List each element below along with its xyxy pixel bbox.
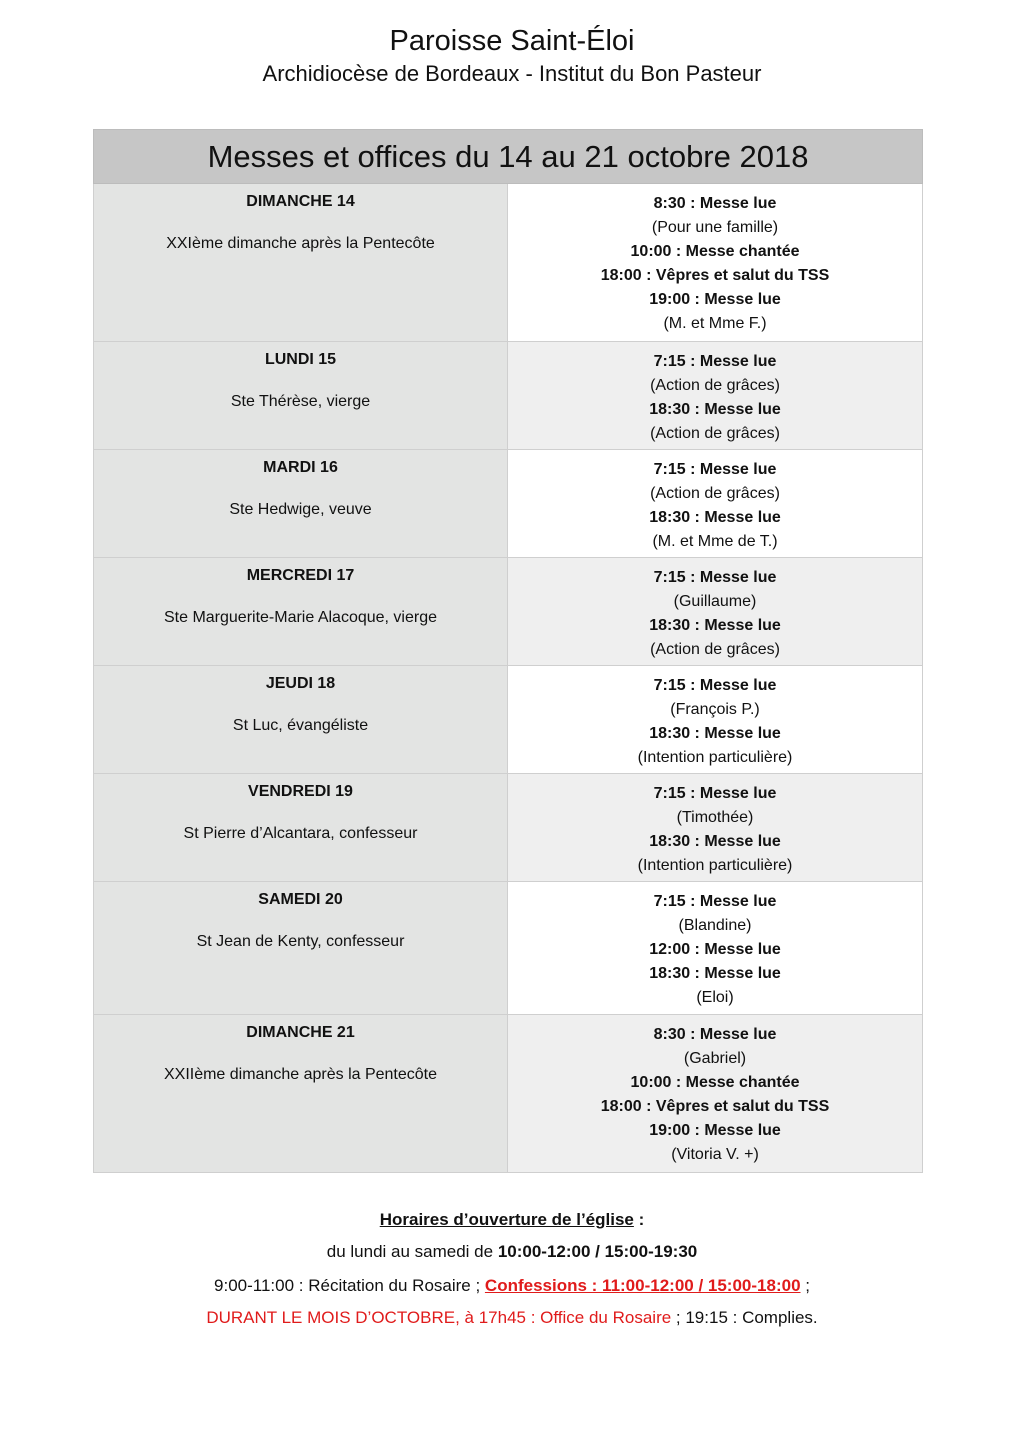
footer — [0, 1207, 1024, 1331]
mass-intention: (Intention particulière) — [637, 857, 793, 874]
mass-time: 18:30 : Messe lue — [649, 509, 781, 526]
mass-time: 7:15 : Messe lue — [653, 893, 777, 910]
masses-cell — [508, 450, 923, 558]
mass-intention: (Timothée) — [676, 809, 754, 826]
confessions-text: Confessions : 11:00-12:00 / 15:00-18:00 — [484, 1276, 801, 1295]
october-rosary-office: DURANT LE MOIS D’OCTOBRE, à 17h45 : Office du Rosaire — [206, 1308, 672, 1327]
masses-list — [508, 782, 922, 878]
mass-time: 18:30 : Messe lue — [649, 725, 781, 742]
masses-cell — [508, 184, 923, 342]
day-cell — [94, 342, 508, 450]
mass-intention: (Vitoria V. +) — [671, 1146, 759, 1163]
schedule-row — [94, 1015, 923, 1173]
feast-label: St Jean de Kenty, confesseur — [196, 933, 405, 950]
mass-time: 19:00 : Messe lue — [649, 1122, 781, 1139]
mass-time: 18:00 : Vêpres et salut du TSS — [600, 1098, 830, 1115]
parish-title: Paroisse Saint-Éloi — [389, 25, 635, 57]
day-cell — [94, 882, 508, 1015]
rosary-end: ; — [800, 1276, 810, 1295]
day-cell — [94, 184, 508, 342]
day-cell — [94, 558, 508, 666]
schedule-row — [94, 774, 923, 882]
mass-time: 10:00 : Messe chantée — [630, 1074, 800, 1091]
schedule-row — [94, 882, 923, 1015]
day-cell — [94, 1015, 508, 1173]
masses-cell — [508, 774, 923, 882]
mass-time: 18:30 : Messe lue — [649, 833, 781, 850]
day-label: MARDI 16 — [263, 459, 338, 476]
day-label: DIMANCHE 14 — [246, 193, 355, 210]
mass-time: 7:15 : Messe lue — [653, 677, 777, 694]
masses-list — [508, 1023, 922, 1167]
mass-time: 18:30 : Messe lue — [649, 401, 781, 418]
mass-time: 7:15 : Messe lue — [653, 569, 777, 586]
masses-list — [508, 458, 922, 554]
mass-intention: (M. et Mme F.) — [663, 315, 767, 332]
day-label: SAMEDI 20 — [258, 891, 343, 908]
masses-list — [508, 674, 922, 770]
mass-intention: (Action de grâces) — [650, 485, 780, 502]
masses-cell — [508, 882, 923, 1015]
schedule-row — [94, 450, 923, 558]
feast-label: XXIème dimanche après la Pentecôte — [166, 235, 435, 252]
mass-time: 7:15 : Messe lue — [653, 785, 777, 802]
day-label: MERCREDI 17 — [246, 567, 355, 584]
day-label: JEUDI 18 — [265, 675, 336, 692]
mass-intention: (Action de grâces) — [650, 377, 780, 394]
feast-label: Ste Hedwige, veuve — [229, 501, 372, 518]
mass-intention: (Intention particulière) — [637, 749, 793, 766]
opening-days: du lundi au samedi de — [326, 1242, 498, 1261]
opening-title: Horaires d’ouverture de l’église — [379, 1210, 634, 1229]
day-label: DIMANCHE 21 — [246, 1024, 355, 1041]
mass-time: 7:15 : Messe lue — [653, 461, 777, 478]
schedule-row — [94, 558, 923, 666]
mass-intention: (Guillaume) — [673, 593, 757, 610]
masses-cell — [508, 666, 923, 774]
feast-label: Ste Marguerite-Marie Alacoque, vierge — [163, 609, 438, 626]
masses-list — [508, 890, 922, 1010]
day-label: VENDREDI 19 — [248, 783, 353, 800]
mass-intention: (Gabriel) — [683, 1050, 747, 1067]
schedule-caption: Messes et offices du 14 au 21 octobre 2018 — [94, 130, 923, 184]
schedule-caption-row — [94, 130, 923, 184]
mass-time: 18:30 : Messe lue — [649, 617, 781, 634]
mass-intention: (Blandine) — [678, 917, 752, 934]
october-line — [0, 1305, 1024, 1331]
page-header — [0, 22, 1024, 88]
parish-subtitle: Archidiocèse de Bordeaux - Institut du Bon Pasteur — [262, 61, 762, 86]
mass-time: 8:30 : Messe lue — [653, 1026, 777, 1043]
mass-intention: (Eloi) — [696, 989, 734, 1006]
masses-list — [508, 192, 922, 336]
mass-time: 18:00 : Vêpres et salut du TSS — [600, 267, 830, 284]
mass-intention: (Pour une famille) — [651, 219, 779, 236]
feast-label: XXIIème dimanche après la Pentecôte — [163, 1066, 438, 1083]
feast-label: St Luc, évangéliste — [232, 717, 369, 734]
mass-intention: (Action de grâces) — [650, 641, 780, 658]
mass-intention: (Action de grâces) — [650, 425, 780, 442]
mass-time: 19:00 : Messe lue — [649, 291, 781, 308]
opening-hours-line — [0, 1239, 1024, 1265]
day-cell — [94, 450, 508, 558]
masses-list — [508, 566, 922, 662]
masses-list — [508, 350, 922, 446]
mass-time: 8:30 : Messe lue — [653, 195, 777, 212]
mass-time: 12:00 : Messe lue — [649, 941, 781, 958]
rosary-confessions-line — [0, 1273, 1024, 1299]
schedule-row — [94, 184, 923, 342]
opening-colon: : — [633, 1210, 645, 1229]
complines-text: ; 19:15 : Complies. — [671, 1308, 818, 1327]
feast-label: St Pierre d’Alcantara, confesseur — [183, 825, 418, 842]
masses-cell — [508, 1015, 923, 1173]
opening-hours-heading — [0, 1207, 1024, 1233]
masses-cell — [508, 558, 923, 666]
mass-intention: (M. et Mme de T.) — [652, 533, 778, 550]
schedule-row — [94, 666, 923, 774]
schedule-row — [94, 342, 923, 450]
feast-label: Ste Thérèse, vierge — [230, 393, 371, 410]
mass-time: 10:00 : Messe chantée — [630, 243, 800, 260]
masses-cell — [508, 342, 923, 450]
mass-intention: (François P.) — [670, 701, 760, 718]
mass-schedule-table — [93, 129, 923, 1173]
rosary-text: 9:00-11:00 : Récitation du Rosaire ; — [214, 1276, 485, 1295]
day-label: LUNDI 15 — [264, 351, 337, 368]
mass-time: 18:30 : Messe lue — [649, 965, 781, 982]
day-cell — [94, 666, 508, 774]
mass-time: 7:15 : Messe lue — [653, 353, 777, 370]
day-cell — [94, 774, 508, 882]
opening-hours: 10:00-12:00 / 15:00-19:30 — [497, 1242, 698, 1261]
